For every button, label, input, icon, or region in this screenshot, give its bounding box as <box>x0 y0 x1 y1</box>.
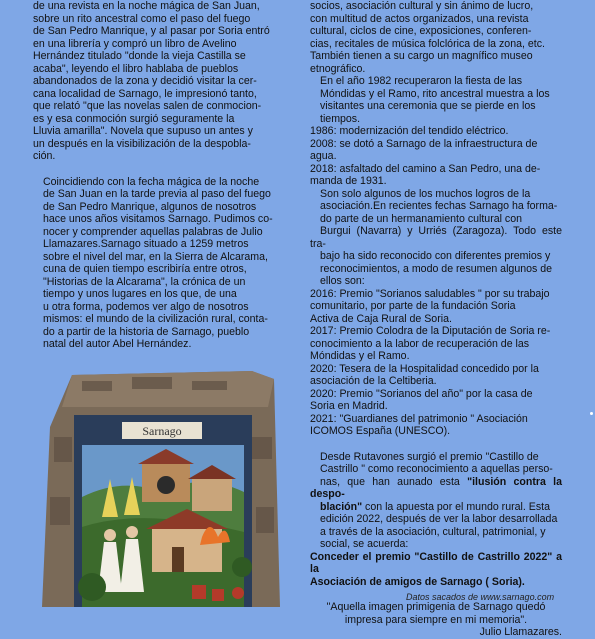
text-line: visitantes una ceremonia que se pierde en los <box>320 100 536 112</box>
text-line: Hernández titulado "donde la vieja Castilla se <box>33 50 246 62</box>
text-line: de San Juan en la tarde previa al paso del fuego <box>43 188 271 200</box>
text-line: 2008: se dotó a Sarnago de la infraestructura de <box>310 137 538 150</box>
text-line: manda de 1931. <box>310 175 387 187</box>
text-line <box>310 463 562 476</box>
text-line: 2018: asfaltado del camino a San Pedro, una de- <box>310 162 541 175</box>
text-line: con multitud de actos organizados, una revista <box>310 12 529 25</box>
footer-source: Datos sacados de www.sarnago.com <box>406 592 555 602</box>
text-segment: Desde Rutavones surgió el premio "Castillo de <box>320 450 539 463</box>
text-line: 2020: Premio "Sorianos del año" por la casa de <box>310 387 533 400</box>
award-2020-sorianos <box>310 388 562 413</box>
text-line <box>310 501 562 514</box>
text-line: nocer y comprender aquellas palabras de Julio <box>43 225 263 238</box>
text-line: ellos son: <box>320 275 365 287</box>
text-line <box>310 513 562 526</box>
text-line: en una librería y compró un libro de Avelino <box>33 37 237 50</box>
text-line: "Historias de la Alcarama", la crónica de un <box>43 275 246 288</box>
text-line: Lluvia amarilla". Novela que supuso un antes y <box>33 125 253 137</box>
text-line: ción. <box>33 150 56 162</box>
quote-llamazares <box>310 601 562 626</box>
text-line: Móndidas y el Ramo. <box>310 350 410 362</box>
text-line: Asociación de amigos de Sarnago ( Soria). <box>310 575 525 588</box>
paragraph-association-intro <box>310 0 562 75</box>
award-2020-tesera <box>310 363 562 388</box>
text-line: reconocimientos, a modo de resumen algunos de <box>320 262 553 275</box>
text-line: Soria en Madrid. <box>310 400 388 412</box>
text-line <box>310 538 562 551</box>
paragraph-1982 <box>310 75 562 125</box>
text-line: Conceder el premio "Castillo de Castrillo 2022" a la <box>310 550 562 575</box>
text-line: Burgui (Navarra) y Urriés (Zaragoza). Todo este tra- <box>310 225 562 250</box>
text-line: abandonados de la zona y decidió visitar la cer- <box>33 75 257 87</box>
text-line: En el año 1982 recuperaron la fiesta de las <box>320 75 523 87</box>
text-line: tiempos. <box>320 112 361 125</box>
text-line: Son solo algunos de los muchos logros de la <box>320 187 531 200</box>
text-line: sobre el nivel del mar, en la Sierra de Alcarama, <box>43 250 268 263</box>
text-line: cana localidad de Sarnago, le impresionó tanto, <box>33 87 257 100</box>
text-line: hace unos años visitamos Sarnago. Pudimos co- <box>43 213 273 225</box>
award-2016 <box>310 288 562 326</box>
text-line: natal del autor Abel Hernández. <box>43 338 192 350</box>
milestone-2008 <box>310 138 562 163</box>
text-segment: a través de la asociación, cultural, patrimonial, y <box>320 525 546 538</box>
text-line: socios, asociación cultural y sin ánimo de lucro, <box>310 0 534 12</box>
text-line: 2020: Tesera de la Hospitalidad concedido por la <box>310 362 539 375</box>
text-line: u otra forma, podemos ver algo de nosotros <box>43 300 249 313</box>
paragraph-sarnago-visit <box>33 176 281 351</box>
text-line: También tienen a su cargo un magnífico museo <box>310 50 533 62</box>
left-column <box>33 0 281 351</box>
text-line: cias, recitales de música folclórica de la zona, etc. <box>310 37 545 50</box>
text-line <box>310 526 562 539</box>
milestone-2018 <box>310 163 562 188</box>
quote-signature: Julio Llamazares. <box>479 626 562 638</box>
text-segment: edición 2022, después de ver la labor desarrollada <box>320 513 558 525</box>
text-line: do a partir de la historia de Sarnago, pueblo <box>43 325 250 338</box>
text-line: impresa para siempre en mi memoria". <box>344 613 528 626</box>
text-line: conocimiento a la labor de recuperación de las <box>310 337 530 350</box>
text-line: Móndidas y el Ramo, rito ancestral muestra a los <box>320 87 550 100</box>
text-line: que relató "que las novelas salen de conmocion- <box>33 100 262 112</box>
text-line: 2017: Premio Colodra de la Diputación de Soria re- <box>310 325 551 337</box>
text-line <box>310 476 562 501</box>
paragraph-san-juan <box>33 0 281 163</box>
text-line: de San Pedro Manrique, y al pasar por Soria entró <box>33 25 270 37</box>
sarnago-mural-photo <box>42 367 288 607</box>
text-line: comunitario, por parte de la fundación Soria <box>310 300 516 312</box>
bold-phrase: blación" <box>320 500 363 513</box>
award-2017 <box>310 325 562 363</box>
text-line: Activa de Caja Rural de Soria. <box>310 312 452 325</box>
text-line: un después en la visibilización de la despobla- <box>33 137 251 150</box>
milestone-1986: 1986: modernización del tendido eléctrico. <box>310 125 509 137</box>
right-column <box>310 0 562 639</box>
text-line: bajo ha sido reconocido con diferentes premios y <box>320 250 551 262</box>
white-dot <box>590 412 593 415</box>
text-line: acaba", leyendo el libro hablaba de pueblos <box>33 62 239 75</box>
text-line: sobre un rito ancestral como el paso del fuego <box>33 12 251 25</box>
text-line: cuna de quien tiempo escribiría entre otros, <box>43 263 247 275</box>
mural-sign-text: Sarnago <box>142 424 182 438</box>
bold-phrase: "ilusión contra la despo- <box>310 475 562 500</box>
text-line: de San Pedro Manrique, algunos de nosotros <box>43 200 257 213</box>
award-2021 <box>310 413 562 438</box>
text-line: 2021: "Guardianes del patrimonio " Asociación <box>310 412 528 425</box>
text-line: tiempo y unos lugares en los que, de una <box>43 288 237 300</box>
text-line: mismos: el mundo de la civilización rural, conta- <box>43 313 268 325</box>
paragraph-achievements <box>310 188 562 288</box>
text-line: asociación.En recientes fechas Sarnago ha forma- <box>320 200 558 212</box>
text-line: 2016: Premio "Sorianos saludables " por su trabajo <box>310 287 550 300</box>
text-line: agua. <box>310 150 337 162</box>
text-line: "Aquella imagen primigenia de Sarnago quedó <box>326 601 546 613</box>
text-line: do parte de un hermanamiento cultural con <box>320 212 522 225</box>
text-line: de una revista en la noche mágica de San Juan, <box>33 0 260 12</box>
paragraph-rutavones <box>310 451 562 551</box>
text-line: etnográfico. <box>310 62 366 75</box>
text-line: asociación de la Celtiberia. <box>310 375 437 387</box>
text-line: es y esa conmoción surgió seguramente la <box>33 112 235 125</box>
text-line: ICOMOS España (UNESCO). <box>310 425 451 437</box>
text-line: Llamazares.Sarnago situado a 1259 metros <box>43 238 249 250</box>
award-statement <box>310 551 562 589</box>
text-line: cultural, ciclos de cine, exposiciones, conferen- <box>310 25 532 37</box>
text-line: Coincidiendo con la fecha mágica de la noche <box>43 175 260 188</box>
text-line <box>310 451 562 464</box>
text-segment: social, se acuerda: <box>320 538 409 550</box>
text-segment: nas, que han aunado esta <box>320 475 468 488</box>
text-segment: con la apuesta por el mundo rural. Esta <box>362 500 550 513</box>
text-segment: Castrillo " como reconocimiento a aquellas perso- <box>320 463 553 475</box>
